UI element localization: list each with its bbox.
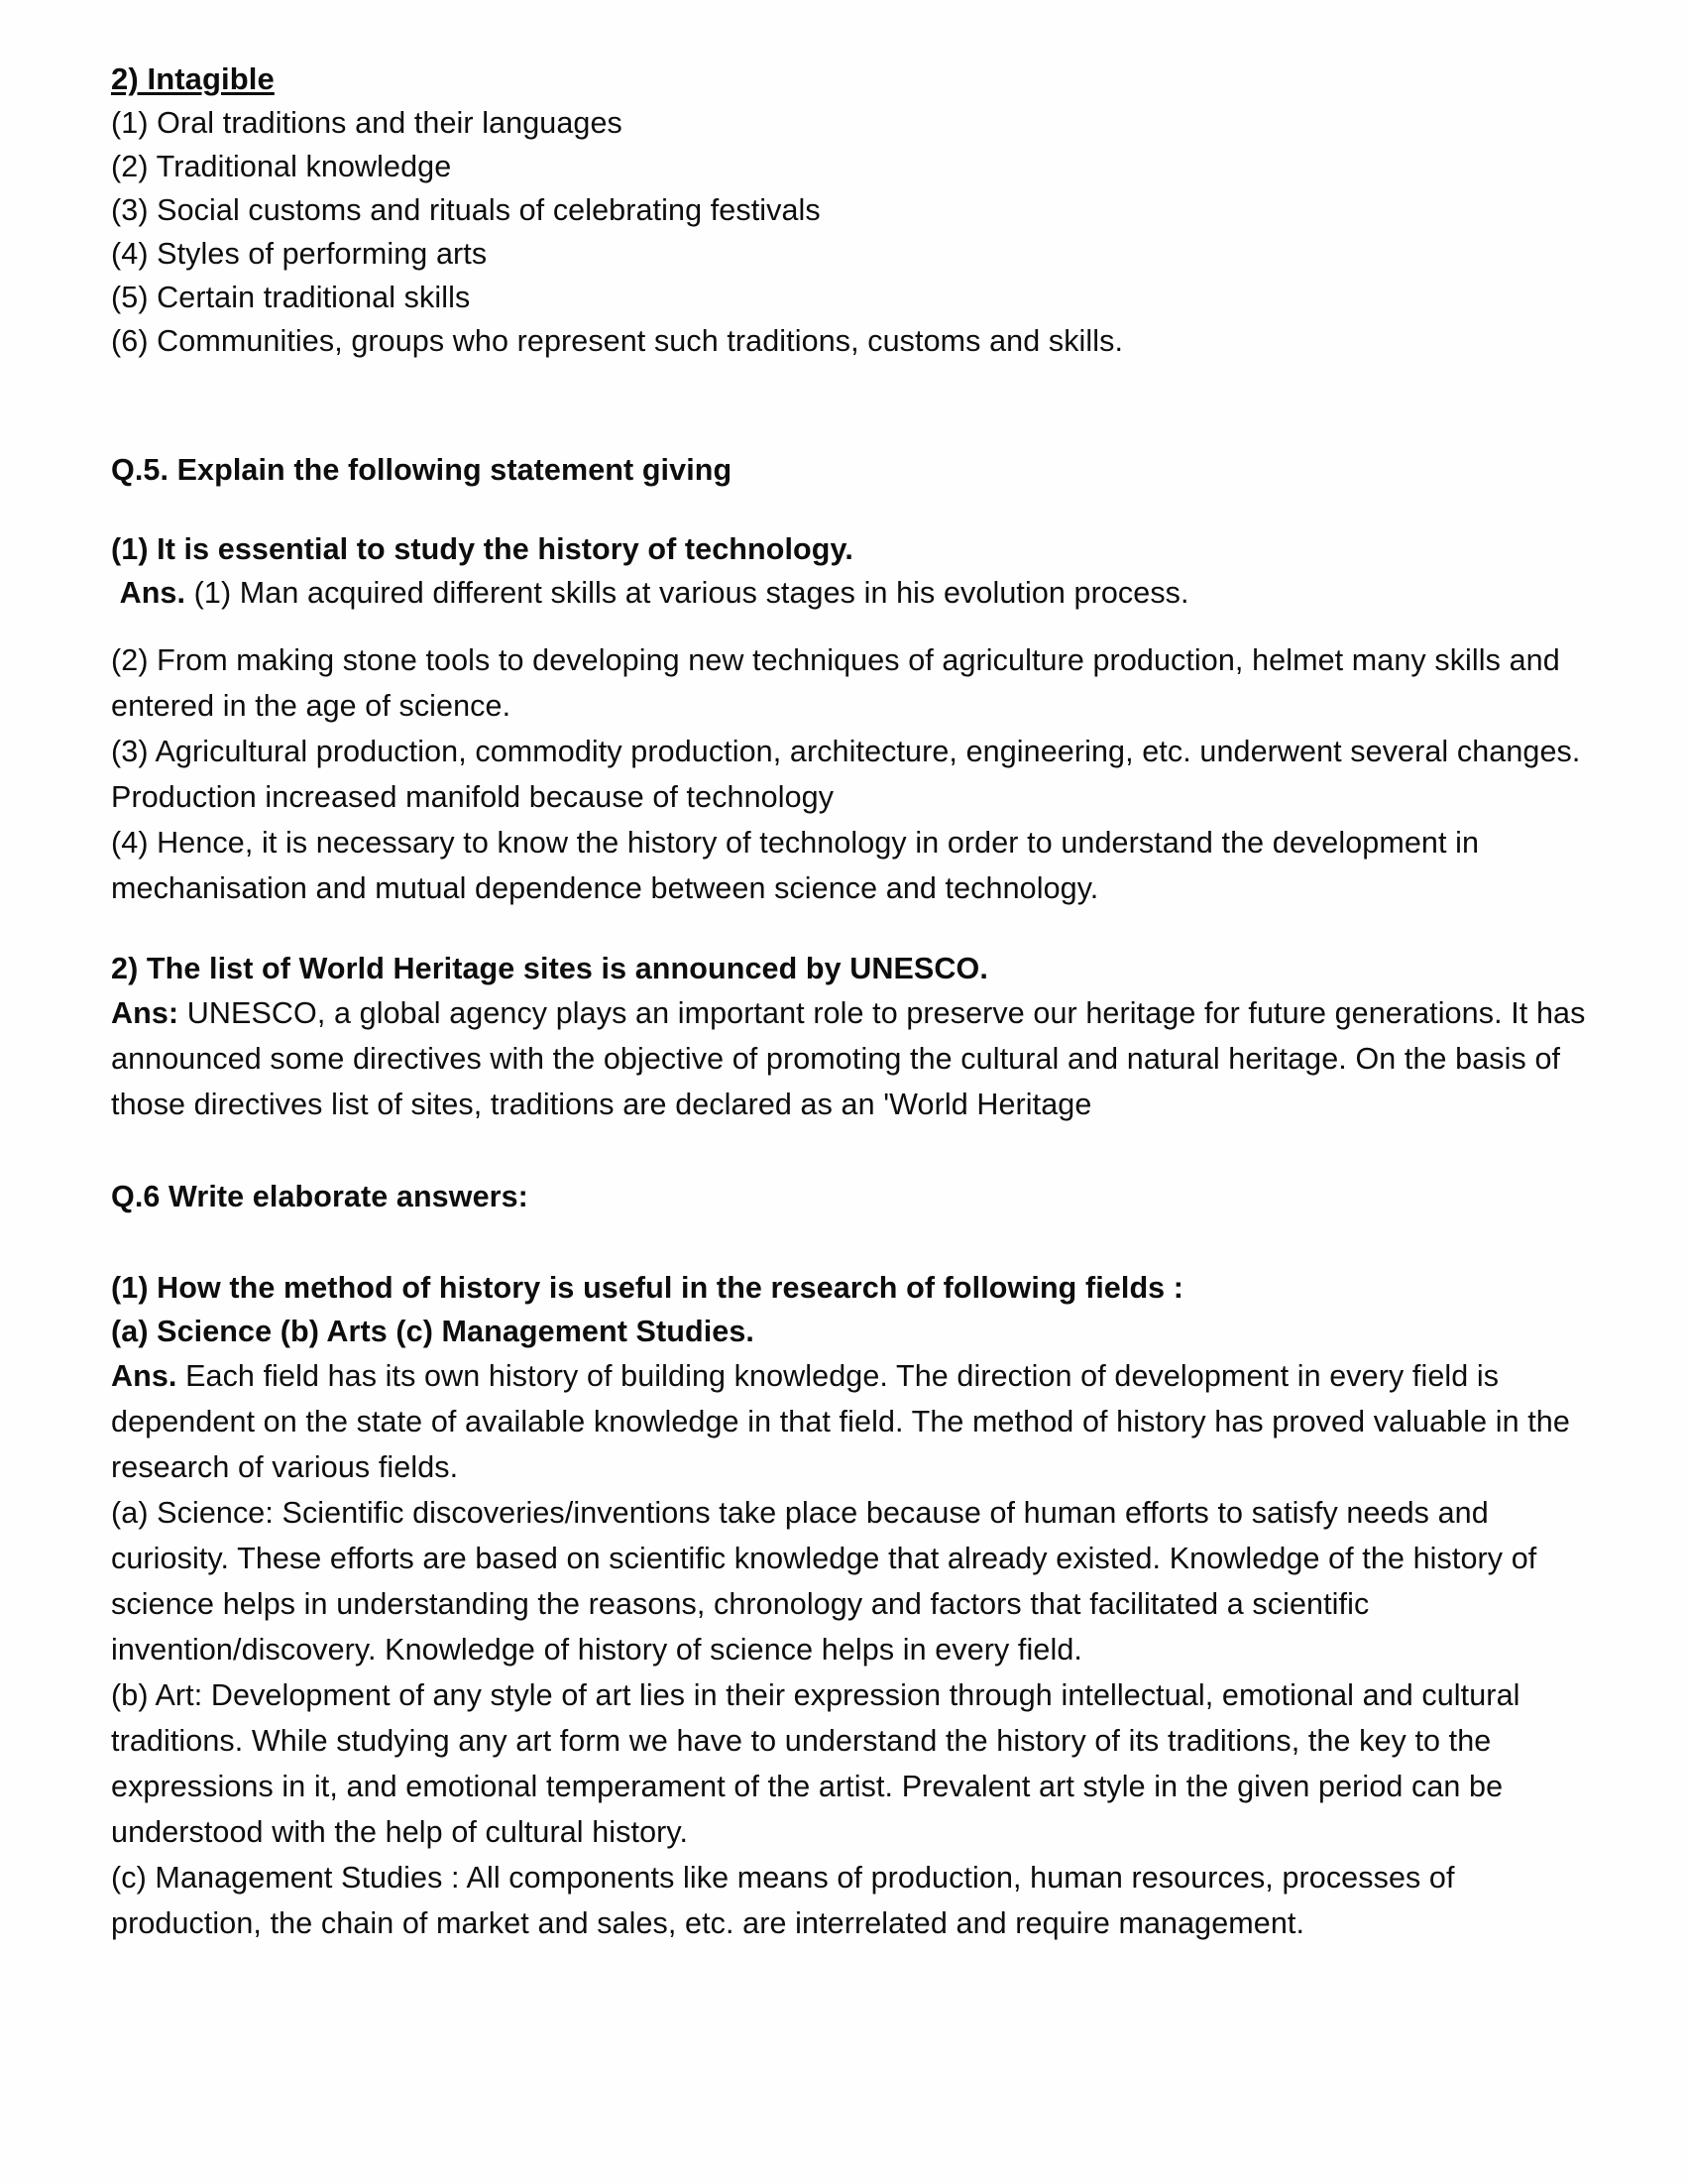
question-6-sub-1-heading-line-2: (a) Science (b) Arts (c) Management Studies.	[111, 1315, 754, 1348]
answer-text: UNESCO, a global agency plays an important role to preserve our heritage for future generations. It has announced some directives with the objective of promoting the cultural and natural heritage. On the basis of those directives list of sites, traditions are declared as an 'World Heritage	[111, 996, 1595, 1121]
document-body	[111, 57, 1614, 1946]
question-5-sub-1-point: (2) From making stone tools to developing new techniques of agriculture production, helmet many skills and entered in the age of science.	[111, 643, 1569, 723]
list-item: (3) Social customs and rituals of celebrating festivals	[111, 193, 821, 227]
question-5-heading: Q.5. Explain the following statement giving	[111, 453, 732, 487]
intangible-list	[111, 101, 1614, 363]
question-5-sub-1-point: (4) Hence, it is necessary to know the history of technology in order to understand the development in mechanisation and mutual dependence between science and technology.	[111, 826, 1488, 905]
intangible-heading: 2) Intagible	[111, 61, 275, 96]
spacer	[111, 1127, 1614, 1175]
answer-label: Ans.	[119, 576, 186, 610]
answer-text: (1) Man acquired different skills at various stages in his evolution process.	[185, 576, 1189, 610]
question-6-sub-1-heading-line-1: (1) How the method of history is useful in the research of following fields :	[111, 1271, 1184, 1305]
question-5-sub-2-heading: 2) The list of World Heritage sites is announced by UNESCO.	[111, 952, 988, 985]
section-question-5	[111, 448, 1614, 1127]
question-5-sub-2-answer	[111, 990, 1614, 1127]
answer-label: Ans:	[111, 996, 179, 1030]
question-5-sub-1-point: (3) Agricultural production, commodity production, architecture, engineering, etc. underwent several changes. Production increased manifold because of technology	[111, 735, 1590, 814]
question-6-sub-1-part: (c) Management Studies : All components like means of production, human resources, processes of production, the chain of market and sales, etc. are interrelated and require management.	[111, 1861, 1464, 1940]
section-question-6	[111, 1175, 1614, 1946]
question-5-sub-1-heading: (1) It is essential to study the history of technology.	[111, 532, 853, 566]
answer-text: Each field has its own history of building knowledge. The direction of development in every field is dependent on the state of available knowledge in that field. The method of history has proved valuable in the research of various fields.	[111, 1359, 1579, 1484]
question-6-sub-1-part: (b) Art: Development of any style of art lies in their expression through intellectual, emotional and cultural traditions. While studying any art form we have to understand the history of its traditions, the key to the expressions in it, and emotional temperament of the artist. Prevalent art style in the given period can be understood with the help of cultural history.	[111, 1678, 1529, 1849]
intangible-heading-wrap	[111, 57, 1614, 101]
question-5-sub-1-answer-first	[111, 571, 1614, 616]
question-6-sub-1-answer-intro	[111, 1353, 1614, 1490]
list-item: (5) Certain traditional skills	[111, 281, 471, 314]
spacer	[111, 1218, 1614, 1266]
question-6-heading: Q.6 Write elaborate answers:	[111, 1180, 528, 1213]
list-item: (6) Communities, groups who represent such traditions, customs and skills.	[111, 324, 1124, 358]
list-item: (2) Traditional knowledge	[111, 150, 452, 183]
list-item: (4) Styles of performing arts	[111, 237, 488, 271]
section-intangible	[111, 57, 1614, 363]
spacer	[111, 363, 1614, 448]
list-item: (1) Oral traditions and their languages	[111, 106, 622, 140]
spacer	[111, 616, 1614, 637]
question-6-sub-1-part: (a) Science: Scientific discoveries/inventions take place because of human efforts to satisfy needs and curiosity. These efforts are based on scientific knowledge that already existed. Knowledge of the history of science helps in understanding the reasons, chronology and factors that facilitated a scientific invention/discovery. Knowledge of history of science helps in every field.	[111, 1496, 1545, 1667]
spacer	[111, 911, 1614, 947]
answer-label: Ans.	[111, 1359, 177, 1393]
spacer	[111, 492, 1614, 527]
